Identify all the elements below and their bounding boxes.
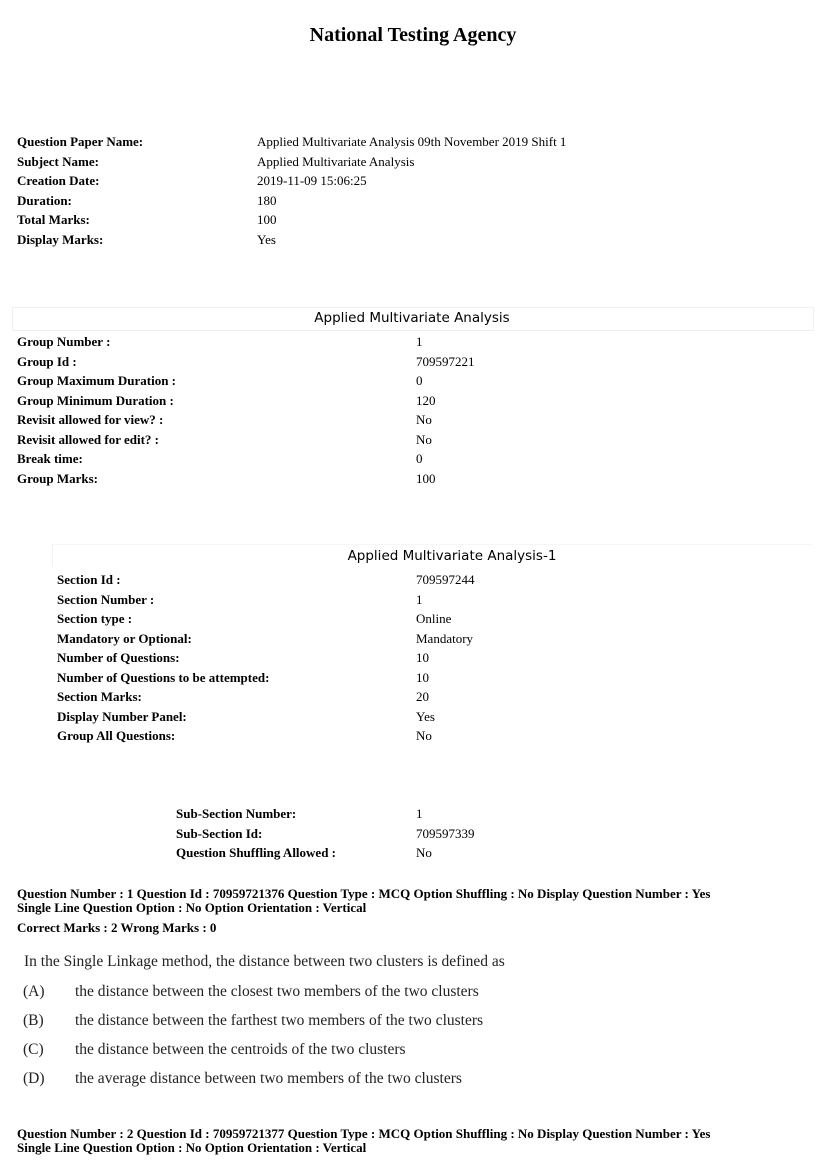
q1-option-c[interactable] [23,1035,483,1064]
paper-info-row [17,230,566,250]
section-id-label: Section Id : [57,572,121,587]
q1-meta-line2: Single Line Question Option : No Option Orientation : Vertical [17,900,367,915]
group-all-label: Group All Questions: [57,728,176,743]
q2-meta-line1: Question Number : 2 Question Id : 70959721377 Question Type : MCQ Option Shuffling : No Display Question Number : Yes [17,1126,711,1141]
group-min-duration-value: 120 [416,392,436,408]
option-text: the average distance between two members of the two clusters [75,1069,462,1087]
q1-meta-line1: Question Number : 1 Question Id : 70959721376 Question Type : MCQ Option Shuffling : No Display Question Number : Yes [17,886,711,901]
num-attempt-label: Number of Questions to be attempted: [57,669,270,685]
option-text: the distance between the centroids of the two clusters [75,1040,406,1058]
display-marks-value: Yes [257,231,276,247]
group-info-row [17,449,475,469]
group-info-row [17,430,475,450]
subject-name-value: Applied Multivariate Analysis [257,153,415,169]
section-info-row [57,648,475,668]
total-marks-value: 100 [257,212,277,227]
option-label: (C) [23,1040,44,1058]
revisit-view-value: No [416,412,432,427]
paper-info-row [17,152,566,172]
subsection-info-row [176,804,475,824]
q1-options [23,977,483,1093]
break-time-value: 0 [416,451,423,466]
section-info [57,570,475,746]
display-marks-label: Display Marks: [17,231,104,247]
group-info-row [17,410,475,430]
group-all-value: No [416,728,432,743]
paper-info [17,132,566,249]
mandatory-label: Mandatory or Optional: [57,630,192,646]
option-text: the distance between the farthest two members of the two clusters [75,1011,484,1029]
section-type-value: Online [416,611,452,626]
q1-question-text: In the Single Linkage method, the distance between two clusters is defined as [24,953,505,970]
duration-label: Duration: [17,192,72,208]
q1-option-d[interactable] [23,1064,483,1093]
subsection-id-value: 709597339 [416,825,475,841]
paper-name-value: Applied Multivariate Analysis 09th November 2019 Shift 1 [257,134,567,149]
section-info-row [57,629,475,649]
num-questions-label: Number of Questions: [57,650,180,665]
paper-info-row [17,171,566,191]
paper-info-row [17,132,566,152]
option-label: (D) [23,1069,45,1087]
q1-option-a[interactable] [23,977,483,1006]
subsection-info [176,804,475,863]
group-number-label: Group Number : [17,334,111,349]
creation-date-value: 2019-11-09 15:06:25 [257,173,367,188]
section-info-row [57,726,475,746]
section-number-label: Section Number : [57,591,155,607]
subsection-id-label: Sub-Section Id: [176,825,263,841]
q2-meta-line2: Single Line Question Option : No Option Orientation : Vertical [17,1140,367,1155]
display-panel-value: Yes [416,708,435,724]
section-heading: Applied Multivariate Analysis-1 [347,548,557,564]
section-info-row [57,609,475,629]
q2-meta [17,1127,817,1155]
group-heading: Applied Multivariate Analysis [314,310,510,326]
q1-option-b[interactable] [23,1006,483,1035]
group-info [17,332,475,488]
paper-info-row [17,191,566,211]
group-id-value: 709597221 [416,353,475,369]
section-info-row [57,570,475,590]
break-time-label: Break time: [17,451,83,466]
num-attempt-value: 10 [416,669,429,685]
group-marks-label: Group Marks: [17,470,99,486]
section-info-row [57,687,475,707]
option-label: (A) [23,982,45,1000]
paper-info-row [17,210,566,230]
group-min-duration-label: Group Minimum Duration : [17,392,174,408]
section-info-row [57,590,475,610]
section-info-row [57,707,475,727]
group-marks-value: 100 [416,470,436,486]
display-panel-label: Display Number Panel: [57,708,187,724]
group-number-value: 1 [416,334,423,349]
subsection-info-row [176,824,475,844]
revisit-edit-value: No [416,431,432,447]
shuffling-value: No [416,845,432,860]
section-id-value: 709597244 [416,572,475,587]
shuffling-label: Question Shuffling Allowed : [176,845,337,860]
subsection-number-value: 1 [416,806,423,821]
section-marks-value: 20 [416,689,429,704]
option-label: (B) [23,1011,44,1029]
group-id-label: Group Id : [17,353,77,369]
page-title: National Testing Agency [309,24,517,46]
q1-marks: Correct Marks : 2 Wrong Marks : 0 [17,920,217,935]
duration-value: 180 [257,192,277,208]
group-info-row [17,469,475,489]
creation-date-label: Creation Date: [17,173,100,188]
section-number-value: 1 [416,591,423,607]
num-questions-value: 10 [416,650,429,665]
subject-name-label: Subject Name: [17,153,99,169]
group-info-row [17,391,475,411]
section-info-row [57,668,475,688]
group-max-duration-label: Group Maximum Duration : [17,373,177,388]
section-type-label: Section type : [57,611,133,626]
paper-name-label: Question Paper Name: [17,134,144,149]
revisit-view-label: Revisit allowed for view? : [17,412,164,427]
subsection-number-label: Sub-Section Number: [176,806,297,821]
group-info-row [17,332,475,352]
total-marks-label: Total Marks: [17,212,90,227]
group-info-row [17,371,475,391]
subsection-info-row [176,843,475,863]
group-max-duration-value: 0 [416,373,423,388]
mandatory-value: Mandatory [416,630,474,646]
q1-meta [17,887,817,915]
option-text: the distance between the closest two members of the two clusters [75,982,479,1000]
group-info-row [17,352,475,372]
section-marks-label: Section Marks: [57,689,142,704]
revisit-edit-label: Revisit allowed for edit? : [17,431,160,447]
